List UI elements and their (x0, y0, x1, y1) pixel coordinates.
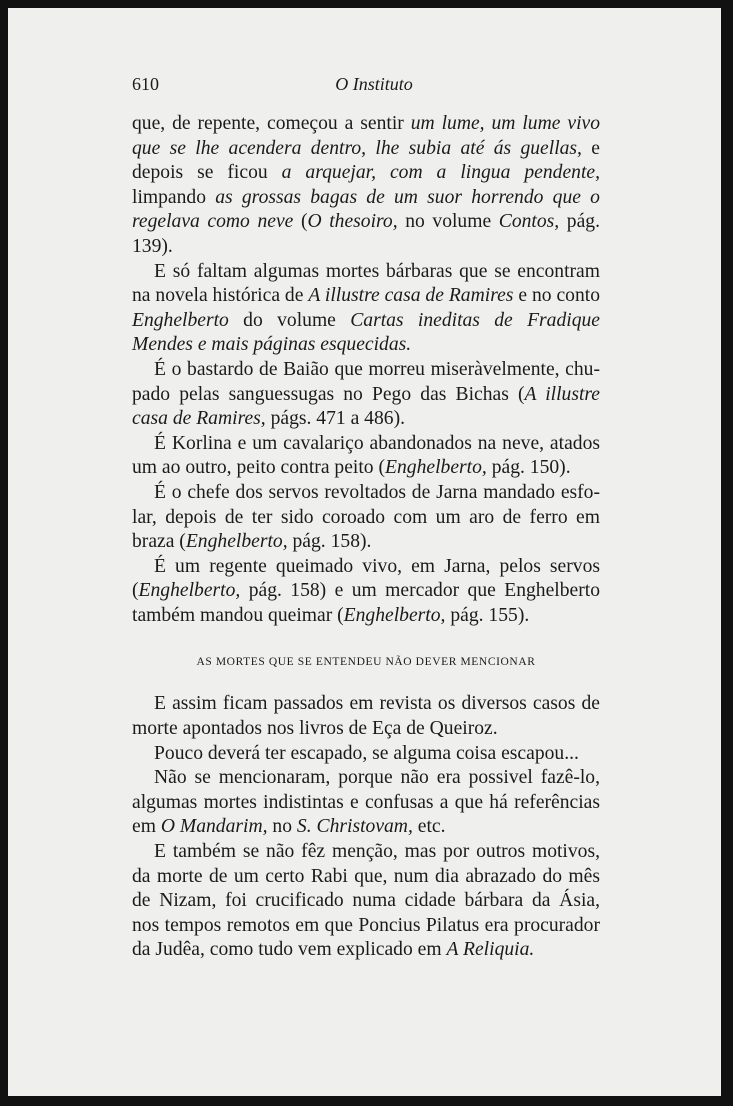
text-run: do volume (228, 309, 351, 331)
running-title: O Instituto (335, 74, 413, 94)
text-run: págs. 471 a 486). (265, 408, 405, 430)
text-run: E também se não fêz menção, mas por outros motivos, da morte de um certo Rabi que, num dia abrazado do mês de Nizam, foi crucificado numa cidade bárbara da Ásia, nos tempos remotos em que Poncius Pilatus era procurador da Judêa, como tudo vem explicado em (132, 841, 600, 961)
paragraph-4 (132, 432, 600, 481)
italic-run: a arquejar, com a lingua pendente, (281, 162, 600, 184)
paragraph-2 (132, 260, 600, 358)
paragraph-5 (132, 481, 600, 555)
italic-run: A Reliquia. (446, 939, 535, 961)
text-run: ( (293, 211, 308, 233)
italic-run: S. Christovam, (296, 816, 413, 838)
section-heading: AS MORTES QUE SE ENTENDEU NÃO DEVER MENCIONAR (196, 656, 536, 669)
paragraph-1 (132, 112, 600, 260)
paragraph-10 (132, 840, 600, 963)
text-run: no volume (397, 211, 499, 233)
text-run: pág. 139). (132, 211, 600, 257)
text-run: e depois se ficou (132, 137, 600, 184)
text-run: pág. 150). (486, 457, 571, 479)
italic-run: um lume, um lume vivo que se lhe acendera dentro, lhe subia até ás guellas, (132, 113, 601, 159)
paragraph-6 (132, 555, 600, 629)
italic-run: Enghelberto, (138, 580, 241, 602)
paragraph-8: Pouco deverá ter escapado, se alguma coisa escapou... (154, 742, 579, 764)
italic-run: as grossas bagas de um suor horrendo que o regelava como neve (132, 186, 600, 233)
italic-run: Enghelberto, (385, 457, 487, 479)
text-run: É um regente queimado vivo, em Jarna, pelos servos ( (132, 555, 600, 602)
paragraph-7: E assim ficam passados em revista os diversos casos de morte apontados nos livros de Eça de Queiroz. (132, 693, 600, 740)
text-run: limpando (132, 186, 216, 208)
italic-run: O thesoiro, (307, 211, 398, 233)
italic-run: A illustre casa de Ramires (308, 285, 514, 307)
text-run: etc. (412, 816, 446, 838)
text-run: e no conto (513, 285, 600, 307)
text-run: pág. 155). (445, 604, 530, 626)
book-page (8, 8, 721, 1096)
text-run: que, de repente, começou a sentir (132, 113, 411, 134)
text-run: no (267, 816, 297, 838)
italic-run: Enghelberto (132, 309, 229, 331)
italic-run: Cartas ineditas de Fradique Mendes e mais páginas esquecidas. (132, 309, 600, 356)
italic-run: A illustre casa de Ramires, (132, 383, 600, 430)
page-number: 610 (132, 74, 159, 94)
italic-run: Contos, (498, 211, 560, 233)
text-run: pág. 158) e um mercador que Enghelberto também mandou queimar ( (132, 580, 600, 626)
paragraph-9 (132, 766, 600, 840)
text-run: É o chefe dos servos revoltados de Jarna mandado esfolar, depois de ter sido coroado com um aro de ferro em braza ( (132, 481, 600, 553)
paragraph-3 (132, 358, 600, 432)
italic-run: Enghelberto, (185, 531, 288, 553)
text-run: É o bastardo de Baião que morreu miseràvelmente, chupado pelas sanguessugas no Pego das Bichas ( (132, 358, 600, 405)
page-header (132, 74, 616, 96)
italic-run: O Mandarim, (160, 816, 268, 838)
text-run: E só faltam algumas mortes bárbaras que se encontram na novela histórica de (132, 260, 600, 307)
text-run: É Korlina e um cavalariço abandonados na neve, atados um ao outro, peito contra peito ( (132, 432, 600, 479)
text-run: Não se mencionaram, porque não era possivel fazê-lo, algumas mortes indistintas e confusas a que há referências em (132, 767, 600, 838)
text-run: pág. 158). (287, 531, 372, 553)
page-body (132, 112, 600, 963)
italic-run: Enghelberto, (343, 604, 446, 626)
